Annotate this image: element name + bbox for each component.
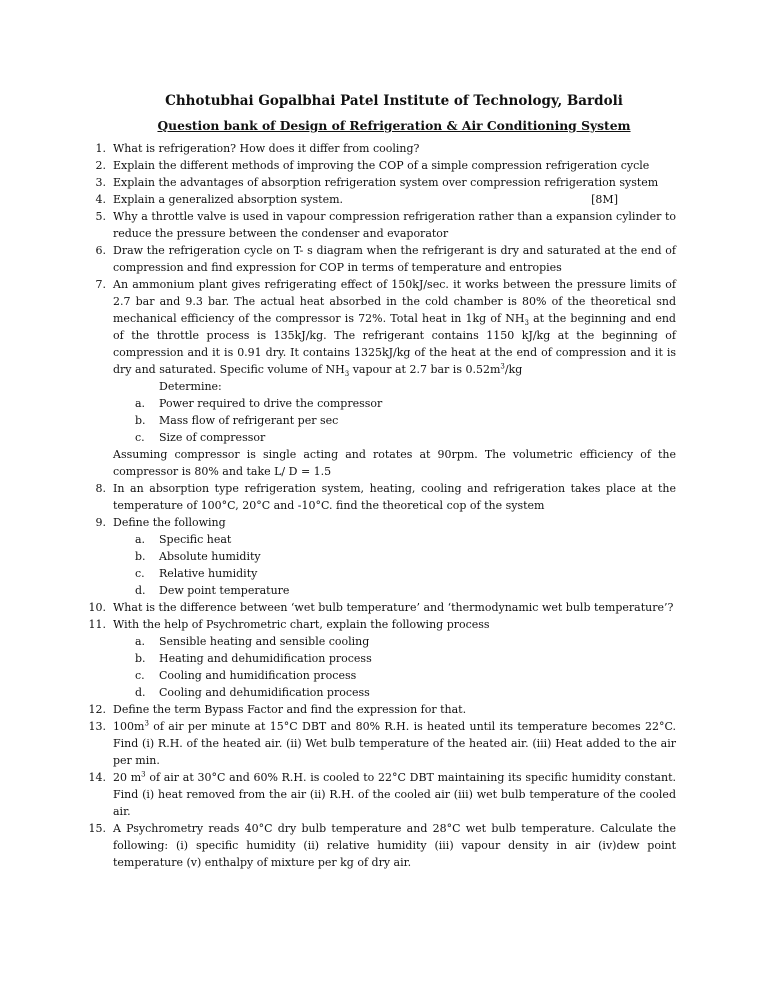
question-6: [86, 242, 676, 276]
sub-question: d. Dew point temperature: [135, 584, 290, 597]
marks-label: [8M]: [591, 193, 618, 206]
question-text: An ammonium plant gives refrigerating effect of 150kJ/sec. it works between the pressure limits of 2.7 bar and 9.3 bar. The actual heat absorbed in the cold chamber is 80% of the theoretical snd mechanical efficiency of the compressor is 72%. Total heat in 1kg of $NH_3$ at the beginning and end of the throttle process is 135kJ/kg. The refrigerant contains 1150 kJ/kg at the beginning of compression and it is 0.91 dry. It contains 1325kJ/kg of the heat at the end of compression and it is dry and saturated. Specific volume of $NH_3$ vapour at 2.7 bar is $0.52m^3/kg$: [113, 278, 676, 379]
question-5: [86, 208, 676, 242]
question-number: 15.: [88, 822, 106, 835]
question-number: 1.: [95, 142, 106, 155]
question-2: [86, 157, 676, 174]
determine-label: Determine:: [159, 380, 222, 393]
question-8: [86, 480, 676, 514]
question-number: 11.: [88, 618, 106, 631]
question-10: [86, 599, 676, 616]
sub-question: c. Relative humidity: [135, 567, 258, 580]
question-text: $100m^3$ of air per minute at 15°C DBT and 80% R.H. is heated until its temperature becomes 22°C. Find (i) R.H. of the heated air. (ii) Wet bulb temperature of the heated air. (iii) Heat added to the air per min.: [113, 719, 676, 767]
question-text: What is the difference between ‘wet bulb temperature’ and ‘thermodynamic wet bulb temperature’?: [113, 601, 674, 614]
question-number: 4.: [95, 193, 106, 206]
question-12: [86, 701, 676, 718]
question-number: 6.: [95, 244, 106, 257]
question-number: 13.: [88, 720, 106, 733]
sub-question: a. Sensible heating and sensible cooling: [135, 635, 370, 648]
institute-name: Chhotubhai Gopalbhai Patel Institute of Technology, Bardoli: [165, 93, 623, 109]
question-text: Draw the refrigeration cycle on T- s diagram when the refrigerant is dry and saturated at the end of compression and find expression for COP in terms of temperature and entropies: [113, 244, 676, 274]
question-text: Define the term Bypass Factor and find the expression for that.: [113, 703, 467, 716]
sub-question: d. Cooling and dehumidification process: [135, 686, 370, 699]
question-text: 20 $m^3$ of air at 30°C and 60% R.H. is cooled to 22°C DBT maintaining its specific humidity constant. Find (i) heat removed from the air (ii) R.H. of the cooled air (iii) wet bulb temperature of the cooled air.: [113, 770, 676, 818]
question-3: [86, 174, 676, 191]
sub-question: c. Cooling and humidification process: [135, 669, 357, 682]
question-text: In an absorption type refrigeration system, heating, cooling and refrigeration takes place at the temperature of 100°C, 20°C and -10°C. find the theoretical cop of the system: [113, 482, 676, 512]
question-11: [86, 616, 676, 701]
question-number: 8.: [95, 482, 106, 495]
question-text: A Psychrometry reads 40°C dry bulb temperature and 28°C wet bulb temperature. Calculate the following: (i) specific humidity (ii) relative humidity (iii) vapour density in air (iv)dew point temperature (v) enthalpy of mixture per kg of dry air.: [113, 822, 676, 869]
sub-question: b. Mass flow of refrigerant per sec: [135, 414, 339, 427]
question-number: 12.: [88, 703, 106, 716]
question-text: Explain a generalized absorption system.: [113, 193, 344, 206]
question-number: 10.: [88, 601, 106, 614]
sub-question: a. Specific heat: [135, 533, 232, 546]
question-text: Define the following: [113, 516, 226, 529]
question-text: Why a throttle valve is used in vapour compression refrigeration rather than a expansion cylinder to reduce the pressure between the condenser and evaporator: [113, 210, 676, 240]
question-list: [86, 140, 676, 871]
question-number: 2.: [95, 159, 106, 172]
sub-question: c. Size of compressor: [135, 431, 266, 444]
question-number: 14.: [88, 771, 106, 784]
sub-question-list: [113, 633, 676, 701]
sub-question-list: [113, 531, 676, 599]
question-7: [86, 276, 676, 480]
question-1: [86, 140, 676, 157]
sub-question: a. Power required to drive the compressor: [135, 397, 383, 410]
question-text: Explain the different methods of improving the COP of a simple compression refrigeration cycle: [113, 159, 650, 172]
question-15: [86, 820, 676, 871]
question-14: [86, 769, 676, 820]
sub-question: b. Heating and dehumidification process: [135, 652, 372, 665]
question-text: What is refrigeration? How does it differ from cooling?: [113, 142, 420, 155]
question-4: [86, 191, 676, 208]
question-number: 3.: [95, 176, 106, 189]
question-number: 9.: [95, 516, 106, 529]
document-title: Question bank of Design of Refrigeration & Air Conditioning System: [157, 118, 631, 133]
question-9: [86, 514, 676, 599]
sub-question-list: [113, 395, 676, 446]
sub-question: b. Absolute humidity: [135, 550, 261, 563]
question-text: Explain the advantages of absorption refrigeration system over compression refrigeration system: [113, 176, 659, 189]
question-text: With the help of Psychrometric chart, explain the following process: [113, 618, 490, 631]
question-number: 5.: [95, 210, 106, 223]
question-13: [86, 718, 676, 769]
question-note: Assuming compressor is single acting and rotates at 90rpm. The volumetric efficiency of the compressor is 80% and take L/ D = 1.5: [113, 448, 676, 478]
question-number: 7.: [95, 278, 106, 291]
